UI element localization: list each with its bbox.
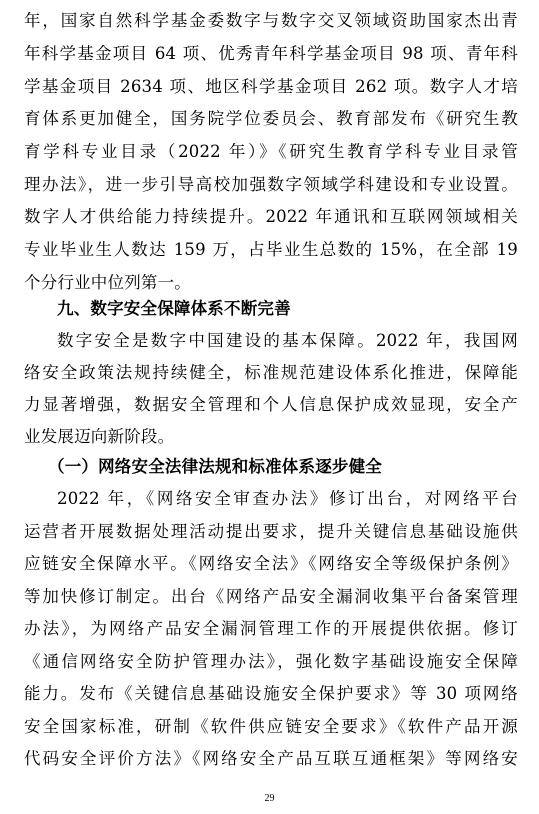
body-text-line: 育体系更加健全，国务院学位委员会、教育部发布《研究生教 [24, 109, 518, 128]
page-number: 29 [264, 793, 275, 804]
section-heading: 九、数字安全保障体系不断完善 [57, 299, 291, 318]
body-text-line: 运营者开展数据处理活动提出要求，提升关键信息基础设施供 [24, 522, 518, 541]
body-text-line: 数字安全是数字中国建设的基本保障。2022 年，我国网 [57, 331, 518, 350]
body-text-line: 办法》，为网络产品安全漏洞管理工作的开展提供依据。修订 [24, 619, 518, 638]
body-text-line: 育学科专业目录（2022 年）》《研究生教育学科专业目录管 [24, 142, 518, 161]
body-text-line: 数字人才供给能力持续提升。2022 年通讯和互联网领域相关 [24, 207, 518, 226]
body-text-line: 应链安全保障水平。《网络安全法》《网络安全等级保护条例》 [24, 554, 518, 573]
body-text-line: 络安全政策法规持续健全，标准规范建设体系化推进，保障能 [24, 363, 518, 382]
body-text-line: 2022 年，《网络安全审查办法》修订出台，对网络平台 [57, 489, 518, 508]
body-text-line: 专业毕业生人数达 159 万，占毕业生总数的 15%，在全部 19 [24, 240, 518, 259]
body-text-line: 安全国家标准，研制《软件供应链安全要求》《软件产品开源 [24, 717, 518, 736]
body-text-line: 《通信网络安全防护管理办法》，强化数字基础设施安全保障 [24, 652, 518, 671]
body-text-line: 年，国家自然科学基金委数字与数字交叉领域资助国家杰出青 [24, 11, 518, 30]
body-text-line: 代码安全评价方法》《网络安全产品互联互通框架》等网络安 [24, 749, 518, 768]
body-text-line: 学基金项目 2634 项、地区科学基金项目 262 项。数字人才培 [24, 77, 518, 96]
body-text-line: 力显著增强，数据安全管理和个人信息保护成效显现，安全产 [24, 395, 518, 414]
body-text-line: 等加快修订制定。出台《网络产品安全漏洞收集平台备案管理 [24, 587, 518, 606]
body-text-line: 理办法》，进一步引导高校加强数字领域学科建设和专业设置。 [24, 175, 518, 194]
body-text-line: 业发展迈向新阶段。 [24, 427, 175, 446]
body-text-line: 年科学基金项目 64 项、优秀青年科学基金项目 98 项、青年科 [24, 44, 518, 63]
body-text-line: 个分行业中位列第一。 [24, 273, 191, 292]
body-text-line: 能力。发布《关键信息基础设施安全保护要求》等 30 项网络 [24, 684, 518, 703]
subsection-heading: （一）网络安全法律法规和标准体系逐步健全 [48, 457, 382, 476]
